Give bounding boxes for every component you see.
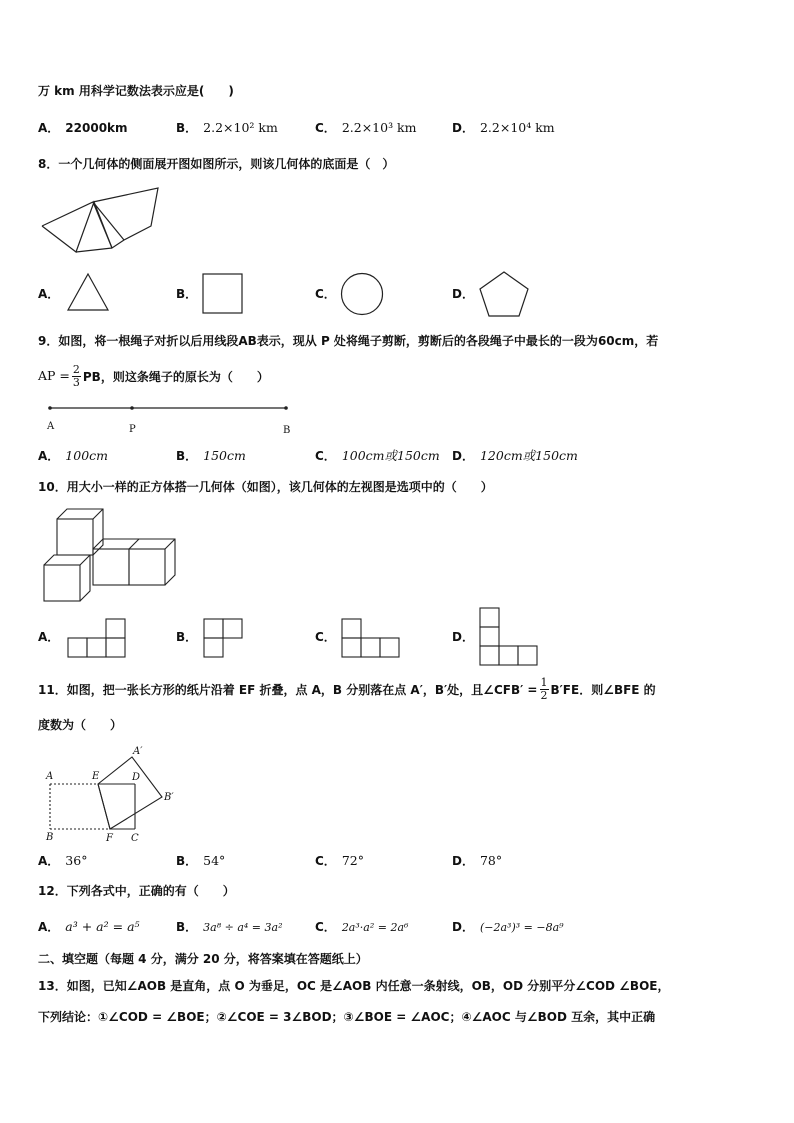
q12-option-b[interactable]: B． 3a⁸ ÷ a⁴ = 3a² xyxy=(176,920,283,934)
q11-fold-figure xyxy=(40,742,180,842)
q10-option-b[interactable]: B． xyxy=(176,630,198,644)
section-heading-fill-blank: 二、填空题（每题 4 分，满分 20 分，将答案填在答题纸上） xyxy=(38,952,368,966)
q11-option-c[interactable]: C． 72° xyxy=(315,853,364,868)
q11-label-c: C xyxy=(131,833,139,844)
q8-circle-shape xyxy=(340,272,384,316)
q11-option-b[interactable]: B． 54° xyxy=(176,853,226,868)
q12-option-c[interactable]: C． 2a³·a² = 2a⁶ xyxy=(315,920,409,934)
q13-stem-line2: 下列结论：①∠COD = ∠BOE；②∠COE = 3∠BOD；③∠BOE = ∠AOC；④∠AOC 与∠BOD 互余，其中正确 xyxy=(38,1010,656,1024)
q7-stem-tail: 万 km 用科学记数法表示应是( ) xyxy=(38,84,234,98)
q9-option-c[interactable]: C． 100cm或150cm xyxy=(315,448,440,463)
q8-pentagon-shape xyxy=(478,270,532,320)
q8-option-d[interactable]: D． xyxy=(452,287,474,301)
q11-label-b: B xyxy=(46,832,54,843)
q12-stem: 12．下列各式中，正确的有（ ） xyxy=(38,884,235,898)
q9-segment-figure xyxy=(44,402,296,436)
q10-option-a[interactable]: A． xyxy=(38,630,60,644)
q7-option-b[interactable]: B． 2.2×10² km xyxy=(176,120,278,135)
q12-option-a[interactable]: A． a³ + a² = a⁵ xyxy=(38,919,140,934)
q11-option-a[interactable]: A． 36° xyxy=(38,853,88,868)
q10-option-a-view xyxy=(66,618,128,660)
q12-option-d[interactable]: D． (−2a³)³ = −8a⁹ xyxy=(452,920,564,934)
q8-option-c[interactable]: C． xyxy=(315,287,336,301)
q11-stem: 11．如图，把一张长方形的纸片沿着 EF 折叠，点 A，B 分别落在点 A′，B′处，且∠CFB′ = $\frac{1}{2}$ B′FE．则∠BFE 的 xyxy=(38,676,656,703)
q11-label-e: E xyxy=(92,771,100,782)
q8-net-figure xyxy=(38,184,163,254)
q8-option-b[interactable]: B． xyxy=(176,287,198,301)
q11-label-b-prime: B′ xyxy=(164,792,174,803)
q11-stem-line2: 度数为（ ） xyxy=(38,718,123,732)
q9-option-b[interactable]: B． 150cm xyxy=(176,448,246,463)
q7-option-d[interactable]: D． 2.2×10⁴ km xyxy=(452,120,555,135)
q8-square-shape xyxy=(202,273,244,315)
q11-label-d: D xyxy=(132,772,141,783)
q11-label-a-prime: A′ xyxy=(133,746,143,757)
q7-option-c[interactable]: C． 2.2×10³ km xyxy=(315,120,417,135)
q10-option-b-view xyxy=(202,618,246,660)
q13-stem-line1: 13．如图，已知∠AOB 是直角，点 O 为垂足，OC 是∠AOB 内任意一条射线，OB，OD 分别平分∠COD ∠BOE， xyxy=(38,979,670,993)
q8-stem: 8．一个几何体的侧面展开图如图所示，则该几何体的底面是（ ） xyxy=(38,157,395,171)
q9-point-p: P xyxy=(129,424,136,435)
q9-fraction: $\frac{2}{3}$ xyxy=(72,363,80,390)
q10-stem: 10．用大小一样的正方体搭一几何体（如图），该几何体的左视图是选项中的（ ） xyxy=(38,480,493,494)
q11-fraction: $\frac{1}{2}$ xyxy=(540,676,548,703)
q9-option-d[interactable]: D． 120cm或150cm xyxy=(452,448,578,463)
q10-option-c[interactable]: C． xyxy=(315,630,336,644)
q9-stem: 9．如图，将一根绳子对折以后用线段AB表示，现从 P 处将绳子剪断，剪断后的各段绳子中最长的一段为60cm，若 xyxy=(38,334,659,348)
q10-option-d[interactable]: D． xyxy=(452,630,474,644)
q9-point-a: A xyxy=(47,421,55,432)
q11-option-d[interactable]: D． 78° xyxy=(452,853,503,868)
q10-option-c-view xyxy=(340,618,402,660)
q9-option-a[interactable]: A． 100cm xyxy=(38,448,109,463)
q10-cube-figure xyxy=(40,506,175,602)
q8-option-a[interactable]: A． xyxy=(38,287,60,301)
q7-option-a[interactable]: A． 22000km xyxy=(38,121,128,135)
q11-label-a: A xyxy=(46,771,54,782)
q9-point-b: B xyxy=(283,425,291,436)
q9-condition: AP = $\frac{2}{3}$ PB，则这条绳子的原长为（ ） xyxy=(38,363,269,390)
q8-triangle-shape xyxy=(66,272,110,312)
q11-label-f: F xyxy=(106,833,113,844)
q10-option-d-view xyxy=(478,605,540,667)
